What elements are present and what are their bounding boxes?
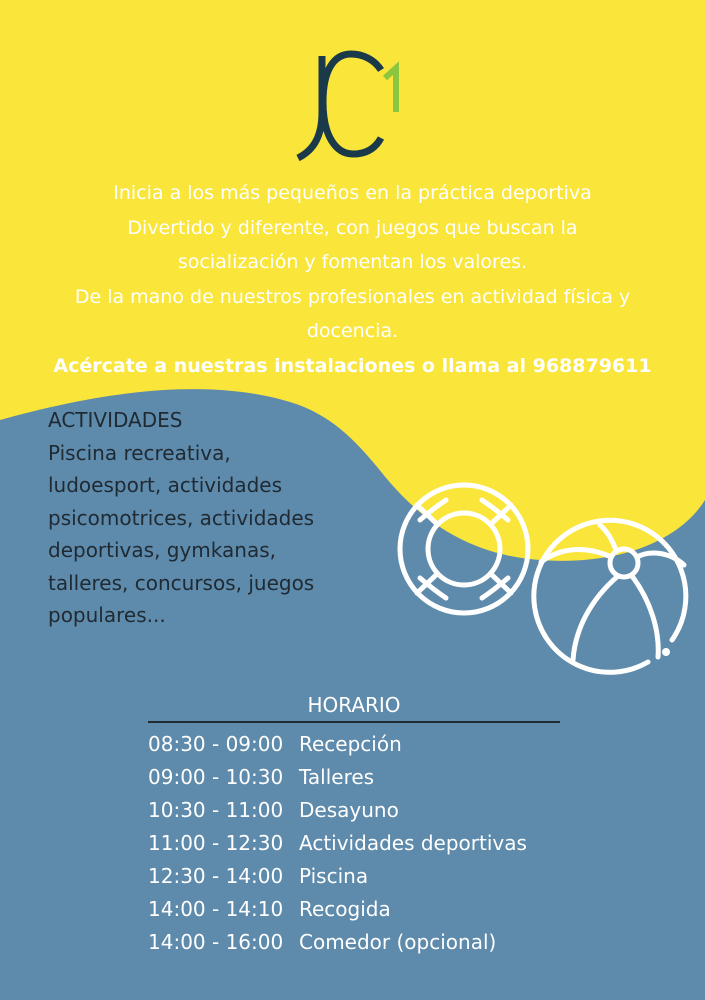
schedule-divider <box>148 721 560 723</box>
schedule-row <box>148 728 560 761</box>
schedule-row <box>148 794 560 827</box>
intro-line: De la mano de nuestros profesionales en actividad física y <box>74 285 631 308</box>
intro-line: Divertido y diferente, con juegos que buscan la <box>127 216 578 239</box>
schedule-activity: Recogida <box>299 897 391 921</box>
schedule-row <box>148 761 560 794</box>
activities-line: deportivas, gymkanas, <box>48 538 276 562</box>
intro-line: Inicia a los más pequeños en la práctica deportiva <box>113 182 592 204</box>
schedule-row <box>148 827 560 860</box>
activities-line: ludoesport, actividades <box>48 473 283 497</box>
schedule-time: 14:00 - 16:00 <box>148 930 284 954</box>
schedule-activity: Actividades deportivas <box>299 831 527 855</box>
activities-line: psicomotrices, actividades <box>48 505 315 530</box>
schedule-activity: Piscina <box>299 864 369 888</box>
schedule-row <box>148 926 560 959</box>
intro-line: socialización y fomentan los valores. <box>177 251 528 273</box>
schedule-time: 11:00 - 12:30 <box>148 831 284 855</box>
swim-ring-icon <box>400 485 528 613</box>
schedule-section <box>148 690 560 959</box>
schedule-time: 08:30 - 09:00 <box>148 732 284 756</box>
schedule-row <box>148 893 560 926</box>
schedule-activity: Recepción <box>299 732 402 756</box>
schedule-activity: Desayuno <box>299 798 399 822</box>
schedule-time: 10:30 - 11:00 <box>148 798 284 822</box>
activities-title: ACTIVIDADES <box>48 408 183 432</box>
activities-line: populares... <box>48 603 166 627</box>
schedule-activity: Talleres <box>299 765 375 789</box>
schedule-title: HORARIO <box>307 693 401 717</box>
schedule-time: 14:00 - 14:10 <box>148 897 284 921</box>
schedule-row <box>148 860 560 893</box>
beach-ball-icon <box>534 520 686 672</box>
schedule-time: 12:30 - 14:00 <box>148 864 284 888</box>
schedule-time: 09:00 - 10:30 <box>148 765 284 789</box>
activities-line: Piscina recreativa, <box>48 440 231 465</box>
schedule-activity: Comedor (opcional) <box>299 930 497 954</box>
activities-line: talleres, concursos, juegos <box>48 570 315 595</box>
contact-cta: Acércate a nuestras instalaciones o llama al 968879611 <box>53 354 652 377</box>
intro-line: docencia. <box>306 320 399 342</box>
